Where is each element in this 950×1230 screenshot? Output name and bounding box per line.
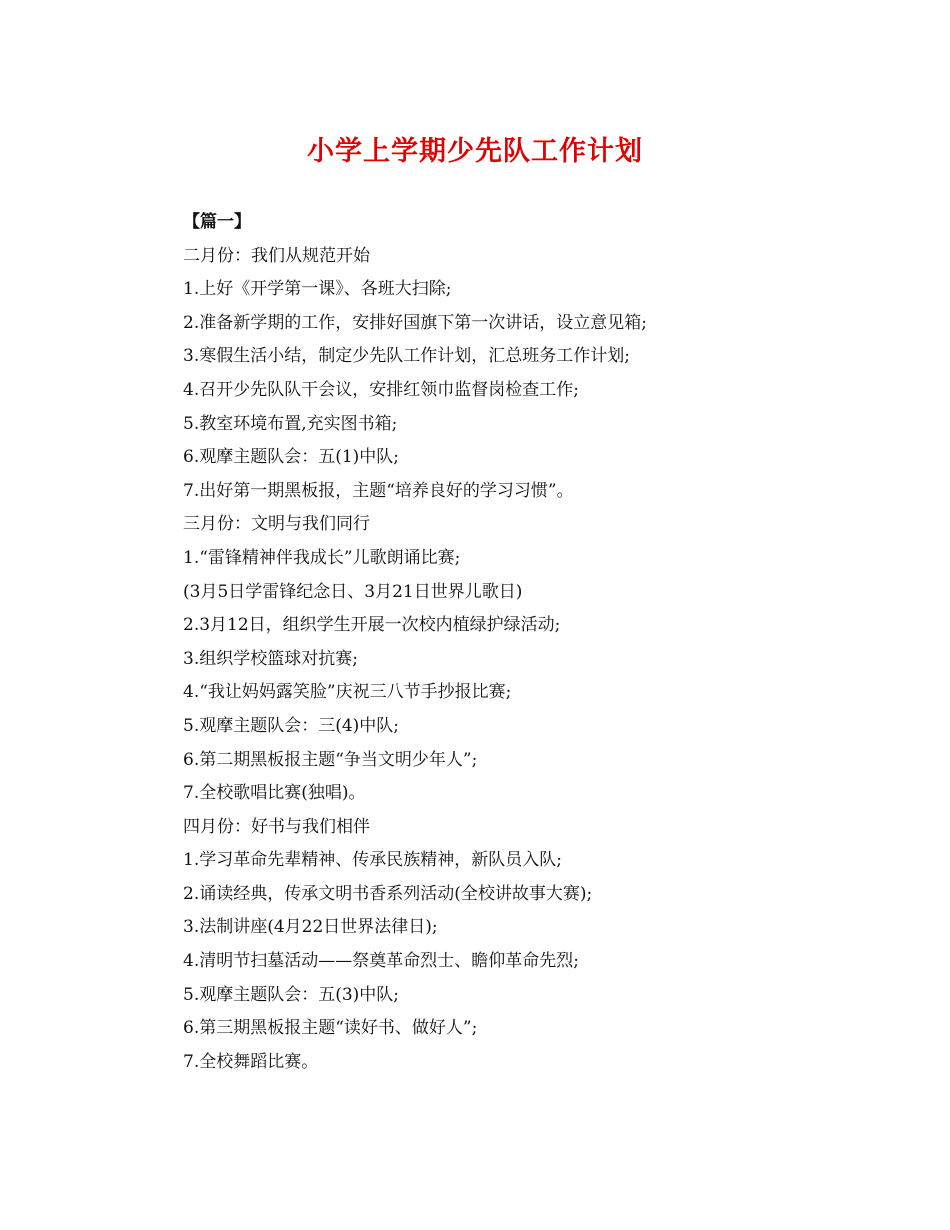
text-line: 6.观摩主题队会：五(1)中队; <box>183 447 400 468</box>
text-line: 4.清明节扫墓活动——祭奠革命烈士、瞻仰革命先烈; <box>183 951 579 972</box>
line-list <box>183 240 783 1080</box>
text-line: 6.第三期黑板报主题“读好书、做好人”; <box>183 1018 478 1039</box>
document-body <box>183 206 783 1079</box>
text-line: 7.全校舞蹈比赛。 <box>183 1051 319 1072</box>
text-line: 5.教室环境布置,充实图书箱; <box>183 413 398 434</box>
text-line: 1.上好《开学第一课》、各班大扫除; <box>183 279 452 300</box>
text-line: 3.组织学校篮球对抗赛; <box>183 648 358 669</box>
text-line: 二月份：我们从规范开始 <box>183 245 370 266</box>
text-line: 3.法制讲座(4月22日世界法律日); <box>183 917 438 938</box>
text-line: 5.观摩主题队会：五(3)中队; <box>183 984 400 1005</box>
text-line: 7.出好第一期黑板报，主题“培养良好的学习习惯”。 <box>183 480 574 501</box>
text-line: 2.准备新学期的工作，安排好国旗下第一次讲话，设立意见箱; <box>183 312 647 333</box>
text-line: 3.寒假生活小结，制定少先队工作计划，汇总班务工作计划; <box>183 346 630 367</box>
text-line: 4.召开少先队队干会议，安排红领巾监督岗检查工作; <box>183 379 579 400</box>
text-line: 四月份：好书与我们相伴 <box>183 816 370 837</box>
text-line: (3月5日学雷锋纪念日、3月21日世界儿歌日) <box>183 581 523 602</box>
section-label: 【篇一】 <box>183 212 251 232</box>
text-line: 5.观摩主题队会：三(4)中队; <box>183 715 400 736</box>
text-line: 4.“我让妈妈露笑脸”庆祝三八节手抄报比赛; <box>183 682 512 703</box>
text-line: 6.第二期黑板报主题“争当文明少年人”; <box>183 749 478 770</box>
text-line: 7.全校歌唱比赛(独唱)。 <box>183 783 366 804</box>
text-line: 1.“雷锋精神伴我成长”儿歌朗诵比赛; <box>183 547 461 568</box>
document-title: 小学上学期少先队工作计划 <box>307 136 643 167</box>
text-line: 1.学习革命先辈精神、传承民族精神，新队员入队; <box>183 850 562 871</box>
text-line: 2.3月12日，组织学生开展一次校内植绿护绿活动; <box>183 615 561 636</box>
text-line: 三月份：文明与我们同行 <box>183 514 370 535</box>
text-line: 2.诵读经典，传承文明书香系列活动(全校讲故事大赛); <box>183 883 593 904</box>
